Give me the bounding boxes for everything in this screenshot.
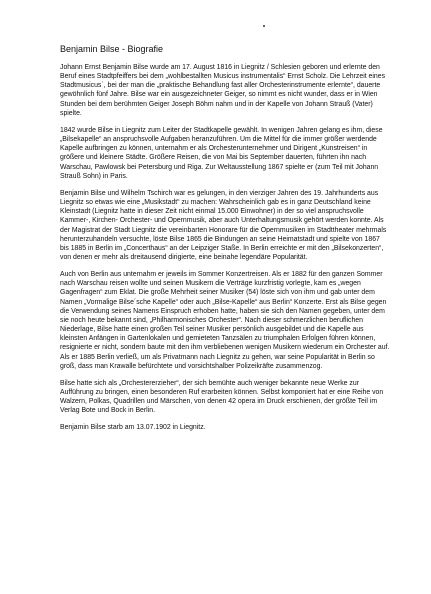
paragraph-philharmonic-split: Auch von Berlin aus unternahm er jeweils im Sommer Konzertreisen. Als er 1882 für den ganzen Sommer nach Warschau reisen wollte und seinen Musikern die Verträge kurzfristig vorlegte, kam es „wegen Gagenfragen“ zum Eklat. Die große Mehrheit seiner Musiker (54) löste sich von ihm und gab unter dem Namen „Vormalige Bilse´sche Kapelle“ oder auch „Bilse-Kapelle“ aus Berlin“ Konzerte. Erst als Bilse gegen die Verwendung seines Namens Einspruch erhoben hatte, haben sie sich den Namen gegeben, unter dem sie noch heute bekannt sind, „Philharmonisches Orchester“. Nach dieser schmerzlichen beruflichen Niederlage, Bilse hatte einen großen Teil seiner Musiker persönlich ausgebildet und die Kapelle aus kleinsten Anfängen in Gartenlokalen und gemieteten Tanzsälen zu triumphalen Erfolgen führen können, resignierte er nicht, sondern baute mit den ihm verbliebenen wenigen Musikern wiederum ein Orchester auf. Als er 1885 Berlin verließ, um als Privatmann nach Liegnitz zu gehen, war seine Popularität in Berlin so groß, dass man Krawalle befürchtete und vorsichtshalber Polizeikräfte zusammenzog.	[60, 271, 390, 370]
paragraph-compositions: Bilse hatte sich als „Orchestererzieher“, der sich bemühte auch weniger bekannte neue Werke zur Aufführung zu bringen, einen besonderen Ruf erarbeiten können. Selbst komponiert hat er eine Reihe von Walzern, Polkas, Quadrillen und Märschen, von denen 42 opera im Druck erschienen, der größte Teil im Verlag Bote und Bock in Berlin.	[60, 379, 384, 415]
document-body	[60, 44, 390, 441]
paragraph-early-life: Johann Ernst Benjamin Bilse wurde am 17. August 1816 in Liegnitz / Schlesien geboren und erlernte den Beruf eines Stadtpfeiffers bei dem „wohlbestallten Musicus instrumentalis“ Ernst Scholz. Die Lehrzeit eines Stadtmusicus`, bei der man die „praktische Behandlung fast aller Orchesterinstrumente erlernte“, dauerte gewöhnlich fünf Jahre. Bilse war ein ausgezeichneter Geiger, so nimmt es nicht wunder, dass er in Wien Stunden bei dem berühmten Geiger Joseph Böhm nahm und in der Kapelle von Johann Strauß (Vater) spielte.	[60, 64, 386, 117]
paragraph-death: Benjamin Bilse starb am 13.07.1902 in Liegnitz.	[60, 424, 206, 432]
paragraph-liegnitz-kapelle: 1842 wurde Bilse in Liegnitz zum Leiter der Stadtkapelle gewählt. In wenigen Jahren gelang es ihm, diese „Bilsekapelle“ an anspruchsvolle Aufgaben heranzuführen. Um die Mittel für die immer größer werdende Kapelle aufbringen zu können, unternahm er als Orchesterunternehmer und Dirigent „Kunstreisen“ in größere und kleinere Städte. Größere Reisen, die von Mai bis September dauerten, führten ihn nach Warschau, Pawlowsk bei Petersburg und Riga. Zur Weltausstellung 1867 spielte er (zum Teil mit Johann Strauß Sohn) in Paris.	[60, 126, 383, 180]
scan-speck	[263, 25, 265, 27]
paragraph-musikstadt-berlin: Benjamin Bilse und Wilhelm Tschirch war es gelungen, in den vierziger Jahren des 19. Jahrhunderts aus Liegnitz so etwas wie eine „Musikstadt“ zu machen: Wahrscheinlich gab es in ganz Deutschland keine Kleinstadt (Liegnitz hatte in dieser Zeit nicht einmal 15.000 Einwohner) in der so viel anspruchsvolle Kammer-, Kirchen- Orchester- und Opernmusik, aber auch Unterhaltungsmusik gehört werden konnte. Als der Magistrat der Stadt Liegnitz die vereinbarten Honorare für die Opernmusiken im Stadttheater mehrmals herunterzuhandeln versuchte, löste Bilse 1865 die Bindungen an seine Heimatstadt und spielte von 1867 bis 1885 in Berlin im „Concerthaus“ an der Leipziger Staße. In Berlin erreichte er mit den „Bilsekonzerten“, von denen er mehr als dreitausend dirigierte, eine beinahe legendäre Popularität.	[60, 189, 387, 261]
document-title: Benjamin Bilse - Biografie	[60, 44, 164, 54]
